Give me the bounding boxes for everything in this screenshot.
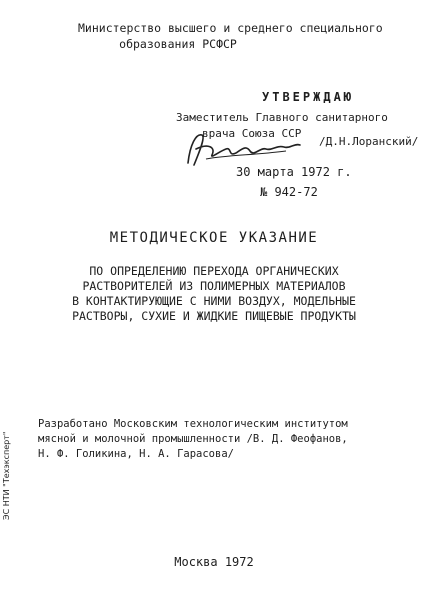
ministry-line-1: Министерство высшего и среднего специального: [78, 21, 383, 35]
ministry-header: [78, 20, 383, 52]
approval-date: 30 марта 1972 г.: [236, 165, 352, 179]
signatory-name: /Д.Н.Лоранский/: [319, 135, 419, 148]
document-subtitle: [0, 264, 428, 324]
footer-place-year: Москва 1972: [174, 555, 254, 569]
position-line-2: врача Союза ССР: [202, 127, 302, 140]
authors-block: [38, 417, 348, 462]
authors-line-3: Н. Ф. Голикина, Н. А. Гарасова/: [38, 448, 234, 460]
position-line-1: Заместитель Главного санитарного: [176, 111, 388, 124]
side-watermark: ЭС НТИ "Техэксперт": [2, 431, 11, 520]
approval-heading: УТВЕРЖДАЮ: [262, 90, 355, 104]
subtitle-line-1: ПО ОПРЕДЕЛЕНИЮ ПЕРЕХОДА ОРГАНИЧЕСКИХ: [89, 264, 339, 278]
ministry-line-2: образования РСФСР: [119, 37, 237, 51]
subtitle-line-4: РАСТВОРЫ, СУХИЕ И ЖИДКИЕ ПИЩЕВЫЕ ПРОДУКТЫ: [72, 309, 356, 323]
subtitle-line-2: РАСТВОРИТЕЛЕЙ ИЗ ПОЛИМЕРНЫХ МАТЕРИАЛОВ: [82, 279, 346, 293]
authors-line-1: Разработано Московским технологическим институтом: [38, 418, 348, 430]
document-title: МЕТОДИЧЕСКОЕ УКАЗАНИЕ: [109, 230, 319, 246]
subtitle-line-3: В КОНТАКТИРУЮЩИЕ С НИМИ ВОЗДУХ, МОДЕЛЬНЫЕ: [72, 294, 356, 308]
approval-number: № 942-72: [260, 185, 318, 199]
authors-line-2: мясной и молочной промышленности /В. Д. Феофанов,: [38, 433, 348, 445]
